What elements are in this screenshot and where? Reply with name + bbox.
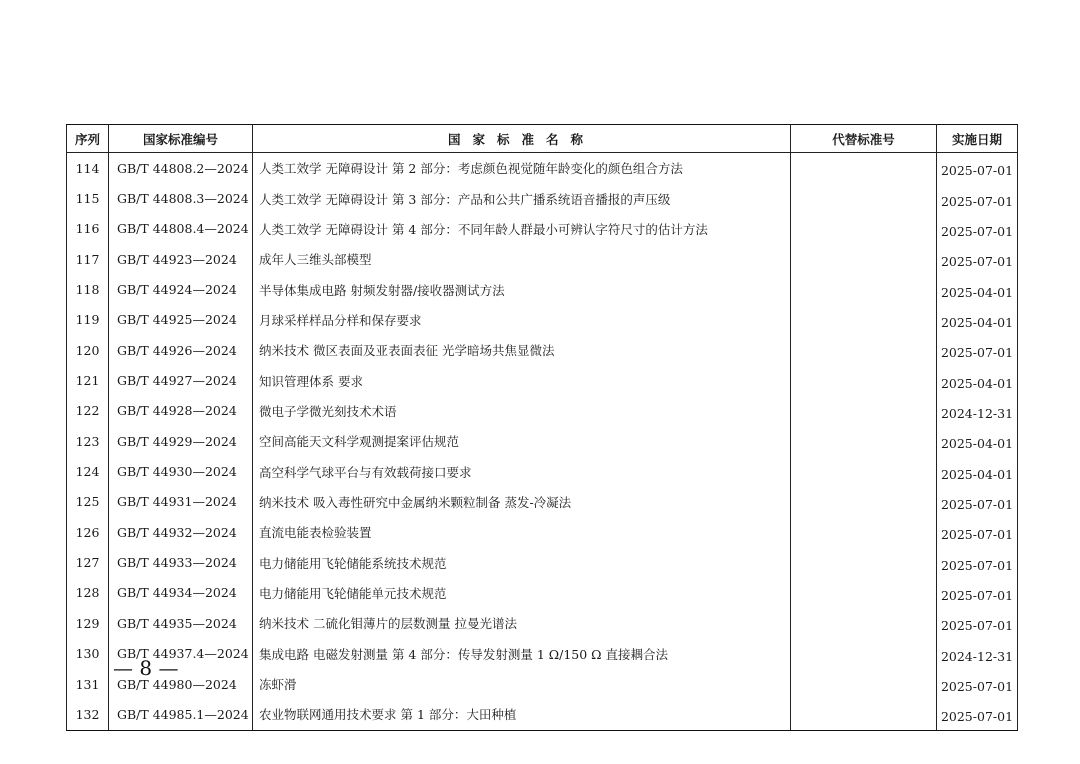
cell-name: 半导体集成电路 射频发射器/接收器测试方法 [253,274,791,304]
cell-replaced [791,608,937,638]
cell-seq: 123 [67,426,109,456]
cell-code: GB/T 44985.1—2024 [109,699,253,730]
cell-name: 空间高能天文科学观测提案评估规范 [253,426,791,456]
table-row [67,639,1018,669]
cell-date: 2025-07-01 [937,183,1018,213]
cell-code: GB/T 44925—2024 [109,305,253,335]
cell-date: 2025-04-01 [937,274,1018,304]
table-row [67,517,1018,547]
cell-code: GB/T 44927—2024 [109,365,253,395]
cell-date: 2025-04-01 [937,456,1018,486]
table-row [67,214,1018,244]
cell-date: 2025-07-01 [937,547,1018,577]
cell-name: 纳米技术 二硫化钼薄片的层数测量 拉曼光谱法 [253,608,791,638]
cell-seq: 131 [67,669,109,699]
table-row [67,274,1018,304]
cell-code: GB/T 44934—2024 [109,578,253,608]
cell-date: 2025-07-01 [937,578,1018,608]
cell-name: 成年人三维头部模型 [253,244,791,274]
cell-name: 冻虾滑 [253,669,791,699]
cell-seq: 117 [67,244,109,274]
cell-seq: 119 [67,305,109,335]
cell-code: GB/T 44937.4—2024 [109,639,253,669]
cell-date: 2025-07-01 [937,487,1018,517]
cell-date: 2025-04-01 [937,305,1018,335]
page-number: — 8 — [113,656,179,680]
cell-name: 知识管理体系 要求 [253,365,791,395]
table-row [67,183,1018,213]
cell-name: 纳米技术 微区表面及亚表面表征 光学暗场共焦显微法 [253,335,791,365]
table-row [67,305,1018,335]
cell-code: GB/T 44808.4—2024 [109,214,253,244]
cell-date: 2025-04-01 [937,365,1018,395]
cell-seq: 130 [67,639,109,669]
cell-replaced [791,547,937,577]
cell-name: 集成电路 电磁发射测量 第 4 部分：传导发射测量 1 Ω/150 Ω 直接耦合法 [253,639,791,669]
cell-date: 2025-07-01 [937,699,1018,730]
header-seq: 序列 [67,125,109,153]
table-row [67,487,1018,517]
cell-code: GB/T 44932—2024 [109,517,253,547]
table-row [67,547,1018,577]
cell-code: GB/T 44935—2024 [109,608,253,638]
cell-seq: 120 [67,335,109,365]
cell-date: 2025-07-01 [937,244,1018,274]
cell-replaced [791,426,937,456]
cell-date: 2025-04-01 [937,426,1018,456]
cell-replaced [791,487,937,517]
cell-name: 电力储能用飞轮储能单元技术规范 [253,578,791,608]
cell-code: GB/T 44926—2024 [109,335,253,365]
cell-replaced [791,183,937,213]
cell-code: GB/T 44923—2024 [109,244,253,274]
table-row [67,608,1018,638]
cell-code: GB/T 44933—2024 [109,547,253,577]
table-row [67,669,1018,699]
cell-replaced [791,244,937,274]
standards-table [66,124,1018,731]
cell-seq: 132 [67,699,109,730]
cell-seq: 126 [67,517,109,547]
table-row [67,244,1018,274]
table-row [67,153,1018,184]
cell-code: GB/T 44930—2024 [109,456,253,486]
cell-seq: 115 [67,183,109,213]
table-row [67,396,1018,426]
cell-code: GB/T 44980—2024 [109,669,253,699]
cell-replaced [791,669,937,699]
table-row [67,365,1018,395]
cell-replaced [791,214,937,244]
table-header-row [67,125,1018,153]
cell-name: 人类工效学 无障碍设计 第 2 部分：考虑颜色视觉随年龄变化的颜色组合方法 [253,153,791,184]
cell-name: 月球采样样品分样和保存要求 [253,305,791,335]
cell-name: 纳米技术 吸入毒性研究中金属纳米颗粒制备 蒸发-冷凝法 [253,487,791,517]
cell-name: 直流电能表检验装置 [253,517,791,547]
cell-date: 2025-07-01 [937,214,1018,244]
cell-replaced [791,365,937,395]
cell-name: 电力储能用飞轮储能系统技术规范 [253,547,791,577]
cell-replaced [791,578,937,608]
cell-seq: 118 [67,274,109,304]
table-header [67,125,1018,153]
cell-replaced [791,335,937,365]
cell-seq: 122 [67,396,109,426]
table-body [67,153,1018,731]
cell-seq: 129 [67,608,109,638]
cell-code: GB/T 44931—2024 [109,487,253,517]
cell-seq: 124 [67,456,109,486]
cell-name: 人类工效学 无障碍设计 第 4 部分：不同年龄人群最小可辨认字符尺寸的估计方法 [253,214,791,244]
cell-replaced [791,456,937,486]
cell-replaced [791,517,937,547]
cell-date: 2025-07-01 [937,335,1018,365]
standards-table-container [66,124,1017,731]
cell-date: 2025-07-01 [937,517,1018,547]
cell-seq: 121 [67,365,109,395]
cell-code: GB/T 44929—2024 [109,426,253,456]
cell-code: GB/T 44808.2—2024 [109,153,253,184]
header-name: 国家标准名称 [253,125,791,153]
cell-replaced [791,699,937,730]
cell-date: 2024-12-31 [937,639,1018,669]
cell-name: 人类工效学 无障碍设计 第 3 部分：产品和公共广播系统语音播报的声压级 [253,183,791,213]
table-row [67,578,1018,608]
cell-seq: 125 [67,487,109,517]
cell-date: 2025-07-01 [937,608,1018,638]
cell-code: GB/T 44808.3—2024 [109,183,253,213]
cell-name: 微电子学微光刻技术术语 [253,396,791,426]
cell-code: GB/T 44928—2024 [109,396,253,426]
table-row [67,426,1018,456]
header-replaced: 代替标准号 [791,125,937,153]
header-code: 国家标准编号 [109,125,253,153]
cell-date: 2025-07-01 [937,669,1018,699]
cell-replaced [791,153,937,184]
cell-seq: 128 [67,578,109,608]
cell-replaced [791,305,937,335]
cell-seq: 116 [67,214,109,244]
cell-replaced [791,639,937,669]
cell-replaced [791,274,937,304]
cell-seq: 114 [67,153,109,184]
table-row [67,456,1018,486]
table-row [67,335,1018,365]
cell-name: 高空科学气球平台与有效载荷接口要求 [253,456,791,486]
cell-name: 农业物联网通用技术要求 第 1 部分：大田种植 [253,699,791,730]
header-date: 实施日期 [937,125,1018,153]
cell-code: GB/T 44924—2024 [109,274,253,304]
cell-date: 2024-12-31 [937,396,1018,426]
table-row [67,699,1018,730]
cell-replaced [791,396,937,426]
cell-seq: 127 [67,547,109,577]
cell-date: 2025-07-01 [937,153,1018,184]
